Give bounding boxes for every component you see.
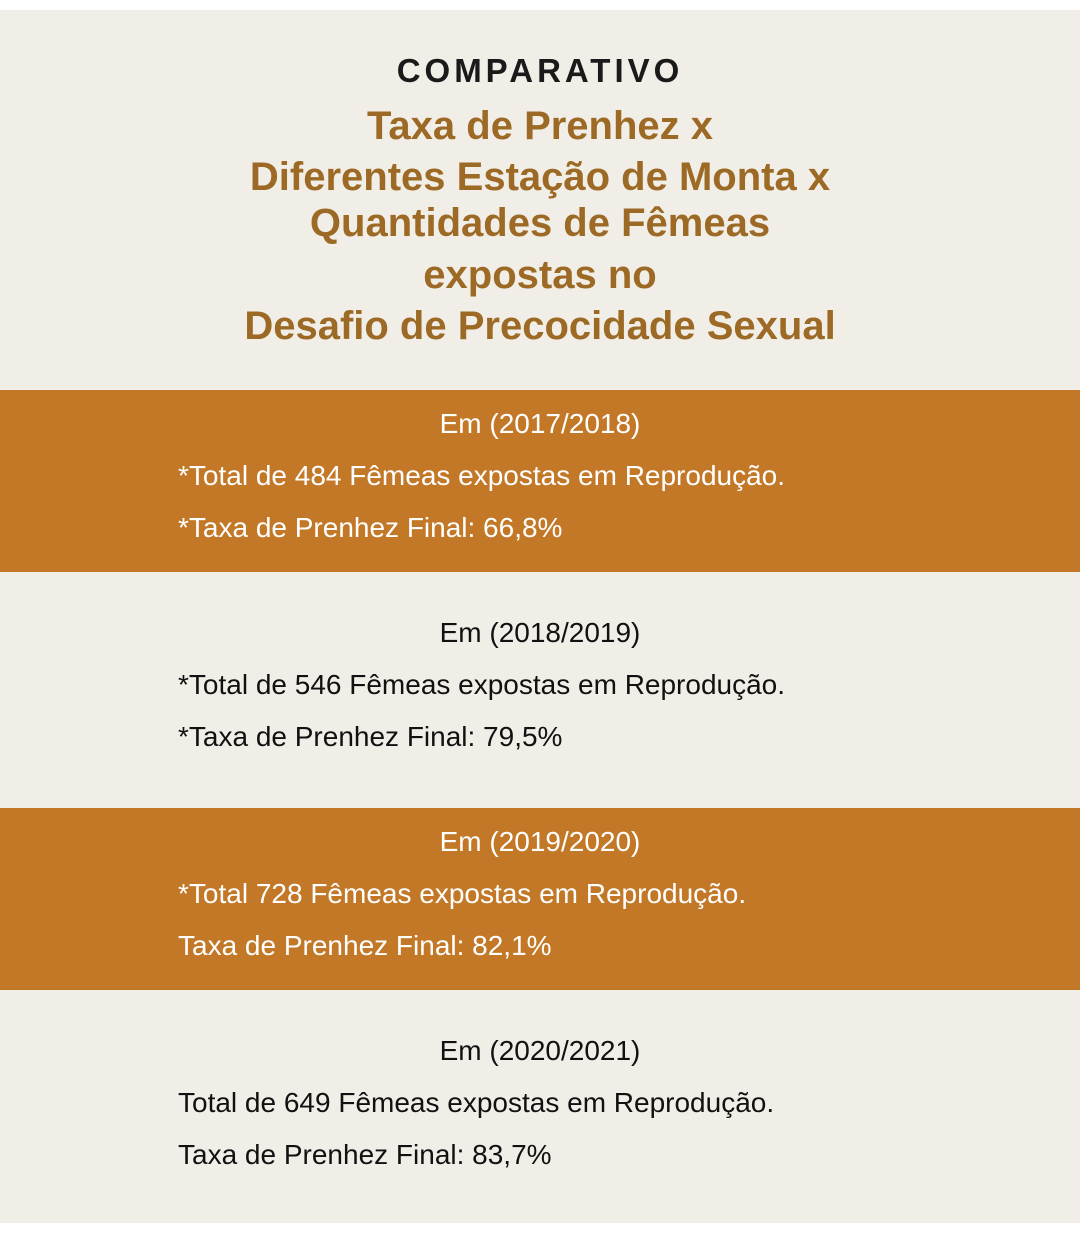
season-section-2018-2019 — [0, 599, 1080, 781]
season-section-2017-2018 — [0, 390, 1080, 572]
season-label: Em (2017/2018) — [439, 408, 641, 439]
total-females: *Total de 546 Fêmeas expostas em Reprodução. — [178, 669, 786, 700]
title-line: expostas no — [423, 253, 657, 297]
season-label: Em (2019/2020) — [439, 826, 641, 857]
title-line: Quantidades de Fêmeas — [309, 201, 771, 245]
pregnancy-rate: Taxa de Prenhez Final: 83,7% — [178, 1139, 552, 1170]
pregnancy-rate: Taxa de Prenhez Final: 82,1% — [178, 930, 552, 961]
kicker: COMPARATIVO — [396, 52, 684, 89]
season-label: Em (2020/2021) — [439, 1035, 641, 1066]
infographic-card — [0, 10, 1080, 1223]
title-line: Diferentes Estação de Monta x — [249, 155, 831, 199]
title-line: Taxa de Prenhez x — [366, 104, 714, 148]
season-section-2020-2021 — [0, 1017, 1080, 1199]
season-label: Em (2018/2019) — [439, 617, 641, 648]
season-section-2019-2020 — [0, 808, 1080, 990]
title-line: Desafio de Precocidade Sexual — [244, 304, 836, 348]
total-females: Total de 649 Fêmeas expostas em Reprodução. — [178, 1087, 775, 1118]
pregnancy-rate: *Taxa de Prenhez Final: 66,8% — [178, 512, 563, 543]
pregnancy-rate: *Taxa de Prenhez Final: 79,5% — [178, 721, 563, 752]
total-females: *Total 728 Fêmeas expostas em Reprodução. — [178, 878, 747, 909]
total-females: *Total de 484 Fêmeas expostas em Reprodução. — [178, 460, 786, 491]
